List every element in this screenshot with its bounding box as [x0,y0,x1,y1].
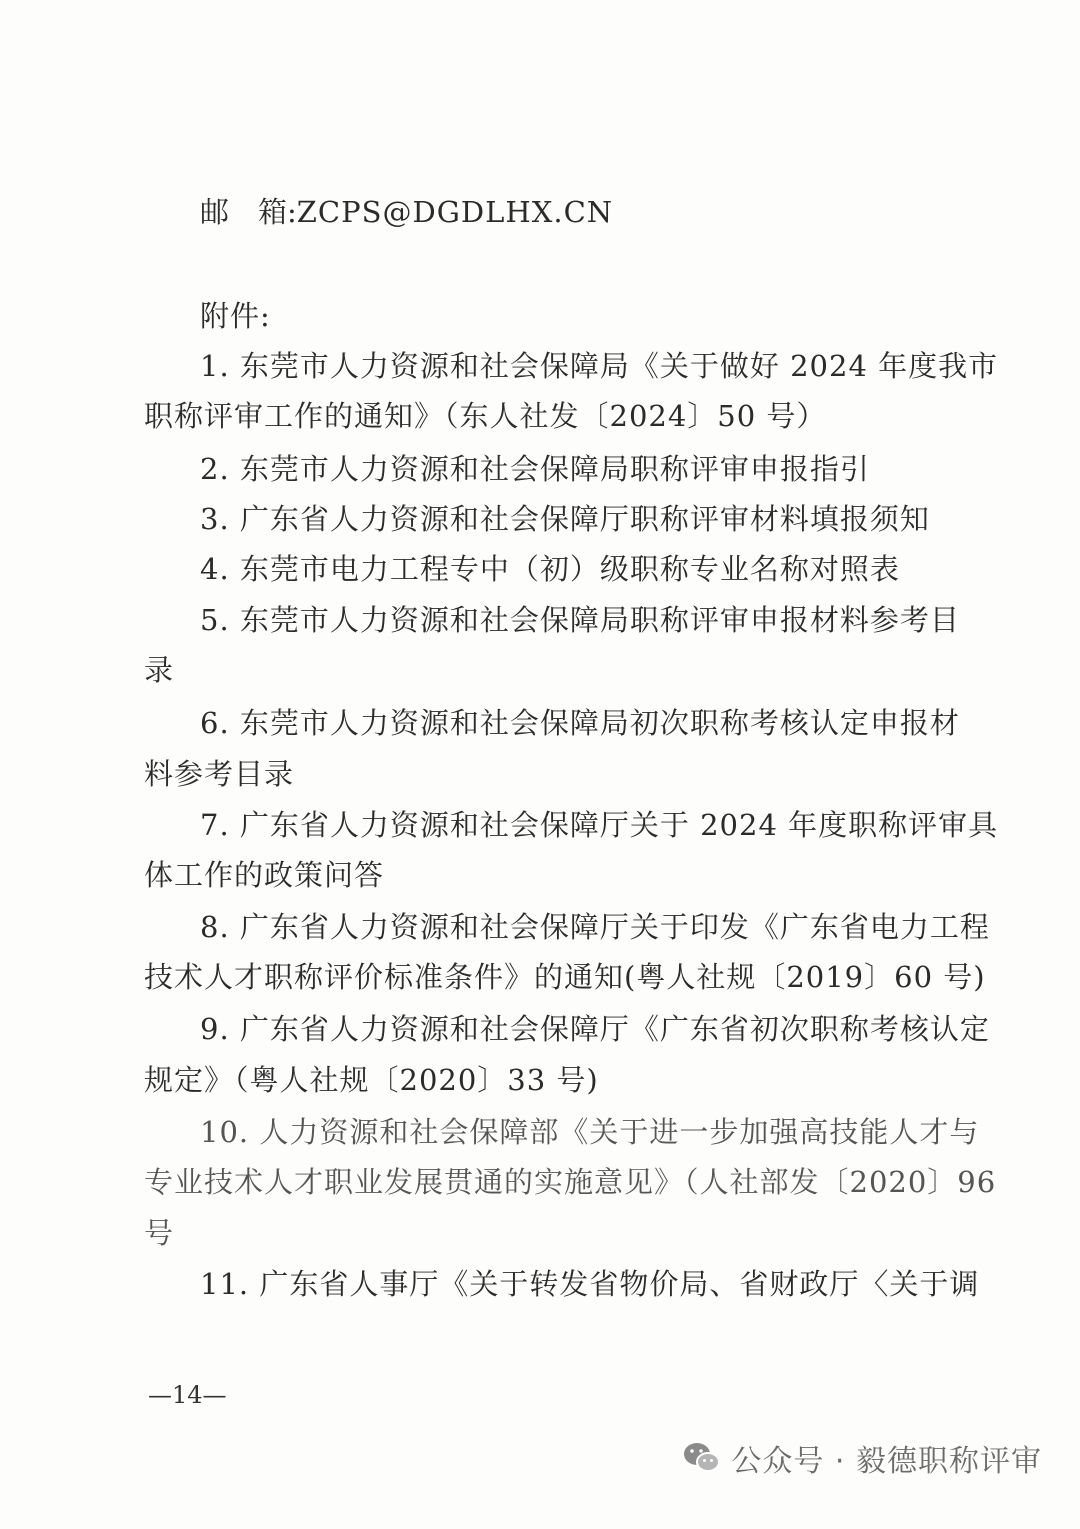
attachment-item-9-continued: 规定》（粤人社规〔2020〕33 号) [144,1063,599,1097]
attachment-item-5: 5. 东莞市人力资源和社会保障局职称评审申报材料参考目 [200,603,960,637]
attachment-item-10: 10. 人力资源和社会保障部《关于进一步加强高技能人才与 [200,1115,980,1149]
attachment-item-6-continued: 料参考目录 [144,757,295,791]
attachment-item-3: 3. 广东省人力资源和社会保障厅职称评审材料填报须知 [200,502,930,536]
wechat-icon [681,1440,721,1476]
email-address: ZCPS@DGDLHX.CN [296,195,614,229]
attachment-item-1-continued: 职称评审工作的通知》（东人社发〔2024〕50 号） [144,399,827,433]
attachments-heading: 附件: [200,299,271,333]
attachment-item-5-continued: 录 [144,653,175,687]
attachment-item-4: 4. 东莞市电力工程专中（初）级职称专业名称对照表 [200,552,900,586]
attachment-item-10-continued: 专业技术人才职业发展贯通的实施意见》（人社部发〔2020〕96 [144,1165,997,1199]
attachment-item-7-continued: 体工作的政策问答 [144,858,385,892]
attachment-item-9: 9. 广东省人力资源和社会保障厅《广东省初次职称考核认定 [200,1012,990,1046]
attachment-item-10-continued-2: 号 [144,1216,175,1250]
attachment-item-8: 8. 广东省人力资源和社会保障厅关于印发《广东省电力工程 [200,910,990,944]
email-line [200,195,614,229]
email-label: 邮 箱: [200,195,297,229]
attachment-item-1: 1. 东莞市人力资源和社会保障局《关于做好 2024 年度我市 [200,349,999,383]
attachment-item-11: 11. 广东省人事厅《关于转发省物价局、省财政厅〈关于调 [200,1267,980,1301]
wechat-watermark [681,1436,1042,1480]
watermark-text: 公众号 · 毅德职称评审 [731,1444,1042,1479]
attachment-item-6: 6. 东莞市人力资源和社会保障局初次职称考核认定申报材 [200,706,960,740]
attachment-item-8-continued: 技术人才职称评价标准条件》的通知(粤人社规〔2019〕60 号) [144,960,986,994]
attachment-item-7: 7. 广东省人力资源和社会保障厅关于 2024 年度职称评审具 [200,808,999,842]
attachment-item-2: 2. 东莞市人力资源和社会保障局职称评审申报指引 [200,452,870,486]
page-number: —14— [148,1381,227,1409]
